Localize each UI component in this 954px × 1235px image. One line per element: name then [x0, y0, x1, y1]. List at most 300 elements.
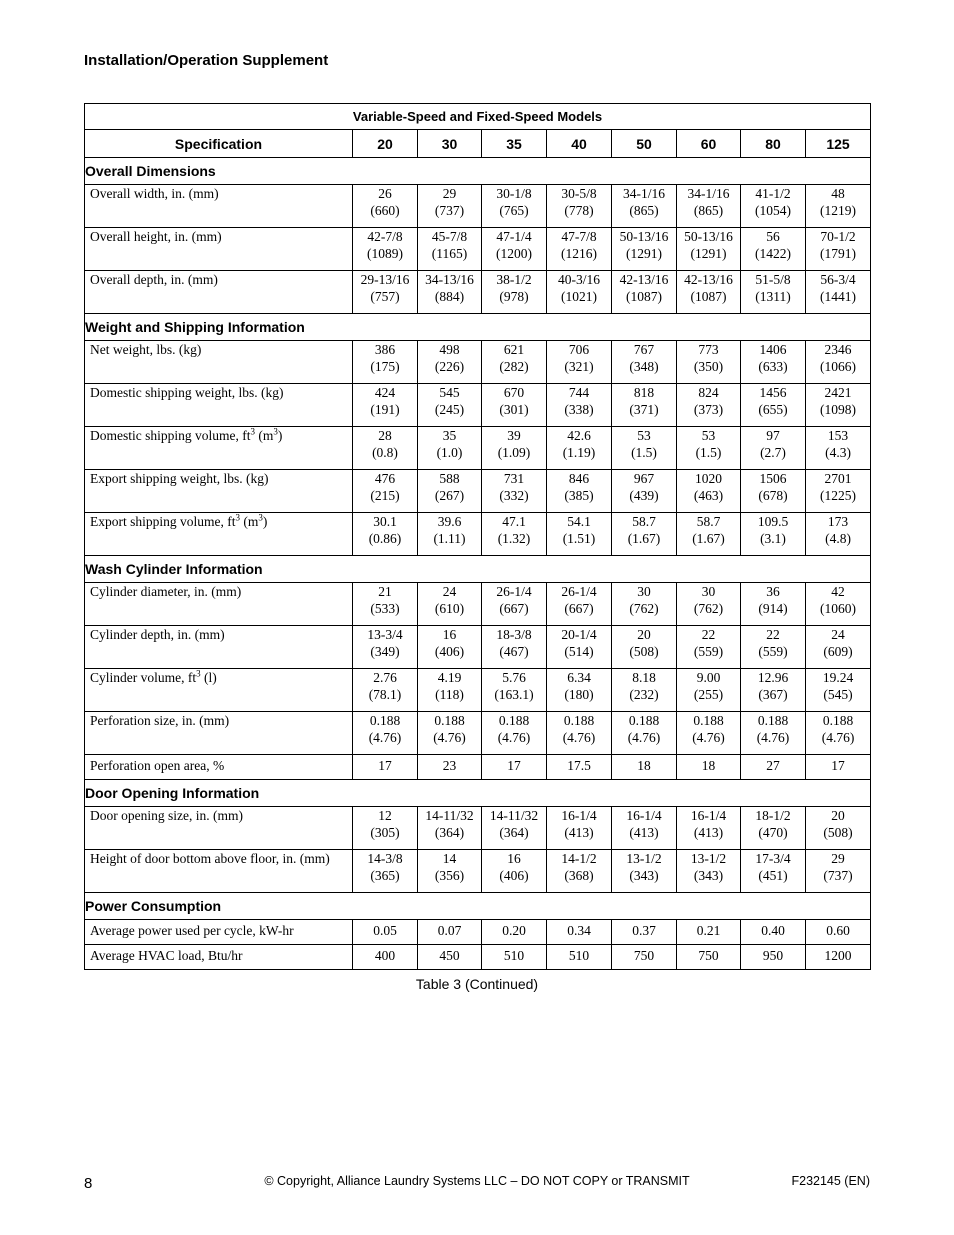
cell-value: 34-1/16: [687, 186, 730, 201]
cell-value: 30.1: [373, 514, 397, 529]
cell-metric-value: (191): [370, 402, 400, 417]
table-cell: [482, 513, 547, 556]
cell-metric-value: (1.51): [562, 531, 596, 546]
table-cell: [547, 945, 612, 970]
cell-metric-value: (1.67): [627, 531, 661, 546]
cell-metric-value: (282): [499, 359, 529, 374]
model-column-header: 125: [806, 130, 871, 158]
table-cell: [418, 945, 482, 970]
cell-value: 498: [439, 342, 460, 357]
cell-metric-value: (545): [823, 687, 853, 702]
table-cell: [353, 513, 418, 556]
cell-value: 17: [831, 758, 845, 773]
copyright-notice: © Copyright, Alliance Laundry Systems LLC – DO NOT COPY or TRANSMIT: [264, 1174, 690, 1188]
table-cell: [612, 228, 677, 271]
cell-metric-value: (267): [434, 488, 465, 503]
row-label: Overall width, in. (mm): [85, 185, 353, 228]
cell-metric-value: (232): [629, 687, 659, 702]
table-cell: [677, 712, 741, 755]
cell-metric-value: (367): [758, 687, 788, 702]
table-cell: [482, 850, 547, 893]
row-label: Export shipping volume, $ft^3$ $(m^3)$: [85, 513, 353, 556]
cell-metric-value: (633): [758, 359, 788, 374]
model-column-header: 60: [677, 130, 741, 158]
table-cell: [418, 271, 482, 314]
table-cell: [482, 470, 547, 513]
table-cell: [806, 341, 871, 384]
cell-value: 153: [827, 428, 849, 443]
cell-value: 39.6: [437, 514, 462, 529]
cell-metric-value: (4.76): [627, 730, 661, 745]
cell-metric-value: (255): [693, 687, 724, 702]
table-row: [85, 470, 871, 513]
cell-metric-value: (757): [370, 289, 400, 304]
table-cell: [418, 583, 482, 626]
cell-metric-value: (865): [693, 203, 724, 218]
cell-value: 1456: [759, 385, 787, 400]
cell-metric-value: (1791): [820, 246, 857, 261]
cell-metric-value: (4.76): [692, 730, 725, 745]
cell-value: 109.5: [757, 514, 789, 529]
cell-value: 42-13/16: [684, 272, 733, 287]
cell-metric-value: (4.76): [368, 730, 402, 745]
cell-metric-value: (1225): [820, 488, 857, 503]
cell-value: 23: [442, 758, 457, 773]
row-label: Average power used per cycle, kW-hr: [85, 920, 353, 945]
cell-value: 17: [378, 758, 392, 773]
table-cell: [806, 427, 871, 470]
cell-metric-value: (215): [370, 488, 400, 503]
cell-value: 47-7/8: [561, 229, 597, 244]
table-cell: [482, 626, 547, 669]
table-cell: [547, 850, 612, 893]
cell-metric-value: (1.67): [692, 531, 725, 546]
row-label: Overall depth, in. (mm): [85, 271, 353, 314]
table-cell: [612, 470, 677, 513]
cell-value: 21: [378, 584, 392, 599]
cell-value: 0.40: [761, 923, 785, 938]
cell-metric-value: (4.76): [433, 730, 466, 745]
cell-value: 27: [766, 758, 780, 773]
cell-value: 53: [701, 428, 716, 443]
table-cell: [741, 807, 806, 850]
cell-metric-value: (1165): [431, 246, 468, 261]
cell-metric-value: (365): [370, 868, 400, 883]
cell-value: 45-7/8: [431, 229, 468, 244]
table-cell: [612, 807, 677, 850]
cell-metric-value: (350): [693, 359, 724, 374]
cell-metric-value: (1291): [690, 246, 727, 261]
cell-value: 476: [374, 471, 396, 486]
cell-metric-value: (413): [564, 825, 594, 840]
cell-value: 2346: [824, 342, 852, 357]
cell-value: 26-1/4: [496, 584, 532, 599]
table-row: [85, 185, 871, 228]
table-cell: [677, 271, 741, 314]
cell-metric-value: (413): [693, 825, 724, 840]
cell-value: 34-13/16: [425, 272, 474, 287]
cell-value: 18: [701, 758, 716, 773]
cell-metric-value: (678): [758, 488, 788, 503]
cell-value: 29: [442, 186, 457, 201]
cell-value: 14-1/2: [561, 851, 597, 866]
cell-value: 34-1/16: [623, 186, 665, 201]
cell-value: 510: [503, 948, 525, 963]
cell-value: 42-7/8: [367, 229, 403, 244]
table-cell: [741, 920, 806, 945]
table-cell: [677, 583, 741, 626]
cell-value: 967: [633, 471, 655, 486]
cell-value: 42-13/16: [619, 272, 669, 287]
cell-metric-value: (368): [564, 868, 594, 883]
cell-metric-value: (765): [499, 203, 529, 218]
table-cell: [482, 755, 547, 780]
model-column-header: 80: [741, 130, 806, 158]
cell-value: 48: [831, 186, 845, 201]
table-cell: [741, 850, 806, 893]
table-cell: [677, 228, 741, 271]
cell-metric-value: (4.76): [562, 730, 596, 745]
table-cell: [741, 384, 806, 427]
table-cell: [612, 185, 677, 228]
table-cell: [806, 384, 871, 427]
cell-value: 70-1/2: [820, 229, 856, 244]
table-cell: [612, 583, 677, 626]
table-cell: [482, 427, 547, 470]
cell-metric-value: (463): [693, 488, 724, 503]
row-label: Domestic shipping volume, $ft^3$ $(m^3)$: [85, 427, 353, 470]
cell-value: 545: [439, 385, 460, 400]
table-row: [85, 669, 871, 712]
cell-value: 0.20: [502, 923, 526, 938]
table-cell: [677, 470, 741, 513]
cell-metric-value: (163.1): [494, 687, 534, 702]
cell-value: 510: [568, 948, 590, 963]
cell-metric-value: (667): [564, 601, 594, 616]
cell-metric-value: (4.76): [497, 730, 531, 745]
table-cell: [806, 850, 871, 893]
table-cell: [677, 945, 741, 970]
table-cell: [353, 271, 418, 314]
cell-value: 0.188: [628, 713, 660, 728]
table-cell: [547, 271, 612, 314]
table-cell: [547, 755, 612, 780]
cell-value: 0.21: [696, 923, 721, 938]
cell-value: 767: [633, 342, 655, 357]
table-cell: [677, 185, 741, 228]
cell-metric-value: (373): [693, 402, 724, 417]
table-cell: [482, 384, 547, 427]
cell-metric-value: (470): [758, 825, 788, 840]
table-cell: [612, 427, 677, 470]
table-cell: [418, 850, 482, 893]
table-cell: [353, 185, 418, 228]
cell-metric-value: (865): [629, 203, 659, 218]
cell-value: 846: [568, 471, 590, 486]
cell-value: 14-3/8: [367, 851, 403, 866]
cell-metric-value: (321): [564, 359, 594, 374]
table-cell: [677, 807, 741, 850]
table-cell: [418, 920, 482, 945]
cell-metric-value: (338): [564, 402, 594, 417]
cell-metric-value: (301): [499, 402, 529, 417]
table-cell: [677, 341, 741, 384]
cell-value: 97: [766, 428, 780, 443]
table-row: [85, 583, 871, 626]
table-cell: [353, 427, 418, 470]
table-cell: [741, 583, 806, 626]
table-cell: [612, 945, 677, 970]
table-cell: [612, 712, 677, 755]
cell-value: 47-1/4: [496, 229, 532, 244]
cell-metric-value: (559): [758, 644, 788, 659]
table-cell: [677, 513, 741, 556]
cell-value: 0.188: [369, 713, 401, 728]
table-cell: [806, 920, 871, 945]
cell-value: 20: [831, 808, 845, 823]
cell-metric-value: (180): [564, 687, 594, 702]
cell-value: 0.60: [826, 923, 850, 938]
cell-metric-value: (655): [758, 402, 788, 417]
cell-value: 42: [831, 584, 845, 599]
table-cell: [547, 185, 612, 228]
cell-value: 773: [698, 342, 719, 357]
table-cell: [482, 341, 547, 384]
table-cell: [612, 513, 677, 556]
cell-value: 47.1: [502, 514, 526, 529]
cell-value: 13-3/4: [367, 627, 403, 642]
cell-value: 0.05: [373, 923, 397, 938]
table-cell: [547, 669, 612, 712]
table-cell: [677, 626, 741, 669]
cell-metric-value: (1216): [561, 246, 597, 261]
cell-metric-value: (0.8): [372, 445, 398, 460]
table-cell: [741, 712, 806, 755]
table-cell: [806, 626, 871, 669]
cell-value: 53: [637, 428, 651, 443]
document-header-title: Installation/Operation Supplement: [84, 52, 329, 69]
cell-value: 13-1/2: [626, 851, 662, 866]
row-label: Cylinder volume, $ft^3$ (l): [85, 669, 353, 712]
cell-value: 14-11/32: [489, 808, 539, 823]
cell-metric-value: (1066): [820, 359, 857, 374]
cell-metric-value: (1087): [626, 289, 662, 304]
cell-metric-value: (1054): [755, 203, 791, 218]
cell-metric-value: (508): [823, 825, 853, 840]
cell-metric-value: (914): [758, 601, 788, 616]
table-cell: [612, 626, 677, 669]
cell-metric-value: (1098): [820, 402, 857, 417]
cell-value: 731: [503, 471, 525, 486]
cell-value: 2701: [824, 471, 852, 486]
row-label: Export shipping weight, lbs. (kg): [85, 470, 353, 513]
cell-value: 1200: [824, 948, 852, 963]
table-cell: [482, 228, 547, 271]
table-cell: [418, 427, 482, 470]
table-cell: [547, 341, 612, 384]
cell-metric-value: (1441): [820, 289, 857, 304]
row-label: Cylinder depth, in. (mm): [85, 626, 353, 669]
table-cell: [806, 470, 871, 513]
cell-value: 56: [766, 229, 780, 244]
cell-value: 50-13/16: [619, 229, 669, 244]
table-cell: [418, 755, 482, 780]
table-cell: [741, 185, 806, 228]
cell-value: 14-11/32: [425, 808, 474, 823]
cell-value: 6.34: [567, 670, 591, 685]
cell-value: 621: [503, 342, 525, 357]
cell-metric-value: (1311): [755, 289, 791, 304]
table-row: [85, 341, 871, 384]
table-cell: [353, 807, 418, 850]
table-cell: [806, 228, 871, 271]
table-cell: [547, 513, 612, 556]
model-column-header: 40: [547, 130, 612, 158]
section-title: Wash Cylinder Information: [85, 556, 871, 583]
table-cell: [741, 228, 806, 271]
section-header-row: [85, 780, 871, 807]
cell-metric-value: (371): [629, 402, 659, 417]
table-cell: [353, 470, 418, 513]
cell-value: 750: [633, 948, 655, 963]
table-cell: [547, 427, 612, 470]
cell-metric-value: (4.76): [756, 730, 790, 745]
table-cell: [612, 384, 677, 427]
table-cell: [677, 384, 741, 427]
cell-metric-value: (349): [370, 644, 400, 659]
cell-metric-value: (332): [499, 488, 529, 503]
row-label: Perforation open area, %: [85, 755, 353, 780]
cell-value: 16: [507, 851, 521, 866]
cell-metric-value: (1060): [820, 601, 857, 616]
cell-value: 29-13/16: [360, 272, 410, 287]
cell-value: 26-1/4: [561, 584, 597, 599]
cell-metric-value: (343): [693, 868, 724, 883]
cell-value: 36: [766, 584, 780, 599]
cell-metric-value: (1.5): [631, 445, 657, 460]
table-row: [85, 427, 871, 470]
cell-metric-value: (778): [564, 203, 594, 218]
cell-metric-value: (1.09): [497, 445, 531, 460]
table-caption: Table 3 (Continued): [415, 976, 539, 992]
table-cell: [482, 583, 547, 626]
cell-value: 35: [442, 428, 457, 443]
table-row: [85, 807, 871, 850]
cell-metric-value: (0.86): [368, 531, 402, 546]
table-cell: [547, 228, 612, 271]
table-row: [85, 945, 871, 970]
cell-metric-value: (1422): [755, 246, 791, 261]
cell-value: 386: [374, 342, 396, 357]
cell-metric-value: (4.8): [825, 531, 851, 546]
cell-value: 39: [507, 428, 521, 443]
cell-value: 8.18: [632, 670, 656, 685]
table-cell: [418, 712, 482, 755]
cell-metric-value: (118): [435, 687, 464, 702]
table-cell: [612, 755, 677, 780]
row-label: Overall height, in. (mm): [85, 228, 353, 271]
cell-metric-value: (1021): [561, 289, 597, 304]
cell-value: 12: [378, 808, 392, 823]
table-cell: [806, 945, 871, 970]
table-cell: [547, 384, 612, 427]
cell-metric-value: (1219): [820, 203, 857, 218]
table-cell: [353, 920, 418, 945]
table-cell: [418, 185, 482, 228]
table-cell: [418, 513, 482, 556]
table-cell: [418, 470, 482, 513]
column-header-row: [85, 130, 871, 158]
row-label: Average HVAC load, Btu/hr: [85, 945, 353, 970]
cell-value: 5.76: [502, 670, 526, 685]
cell-value: 16-1/4: [626, 808, 662, 823]
cell-value: 16-1/4: [561, 808, 597, 823]
table-cell: [547, 920, 612, 945]
table-row: [85, 712, 871, 755]
cell-value: 18-3/8: [496, 627, 532, 642]
cell-metric-value: (1087): [690, 289, 727, 304]
table-cell: [482, 669, 547, 712]
model-column-header: 50: [612, 130, 677, 158]
table-row: [85, 626, 871, 669]
cell-metric-value: (1.19): [562, 445, 596, 460]
cell-metric-value: (1200): [496, 246, 532, 261]
table-cell: [741, 470, 806, 513]
cell-value: 0.188: [434, 713, 465, 728]
cell-value: 38-1/2: [496, 272, 532, 287]
cell-value: 824: [698, 385, 719, 400]
cell-metric-value: (343): [629, 868, 659, 883]
table-cell: [741, 427, 806, 470]
cell-value: 30: [701, 584, 716, 599]
cell-value: 20: [637, 627, 651, 642]
cell-value: 0.188: [693, 713, 724, 728]
cell-value: 173: [827, 514, 849, 529]
cell-metric-value: (737): [823, 868, 853, 883]
table-row: [85, 271, 871, 314]
page-number: 8: [84, 1175, 93, 1192]
table-cell: [353, 755, 418, 780]
cell-value: 14: [442, 851, 457, 866]
table-cell: [353, 228, 418, 271]
table-cell: [741, 513, 806, 556]
section-title: Weight and Shipping Information: [85, 314, 871, 341]
cell-metric-value: (3.1): [760, 531, 786, 546]
table-cell: [612, 271, 677, 314]
cell-value: 588: [439, 471, 460, 486]
cell-value: 56-3/4: [820, 272, 856, 287]
cell-metric-value: (737): [434, 203, 465, 218]
table-cell: [741, 755, 806, 780]
table-cell: [612, 850, 677, 893]
table-cell: [547, 583, 612, 626]
cell-metric-value: (1.5): [695, 445, 722, 460]
cell-value: 0.34: [567, 923, 591, 938]
section-title: Overall Dimensions: [85, 158, 871, 185]
table-cell: [353, 341, 418, 384]
cell-metric-value: (364): [434, 825, 465, 840]
cell-value: 17.5: [567, 758, 591, 773]
cell-value: 50-13/16: [684, 229, 733, 244]
cell-value: 16: [442, 627, 457, 642]
section-title: Power Consumption: [85, 893, 871, 920]
cell-value: 30-5/8: [561, 186, 597, 201]
cell-metric-value: (1.0): [436, 445, 463, 460]
cell-metric-value: (413): [629, 825, 659, 840]
table-cell: [806, 513, 871, 556]
section-header-row: [85, 893, 871, 920]
cell-metric-value: (4.3): [825, 445, 851, 460]
